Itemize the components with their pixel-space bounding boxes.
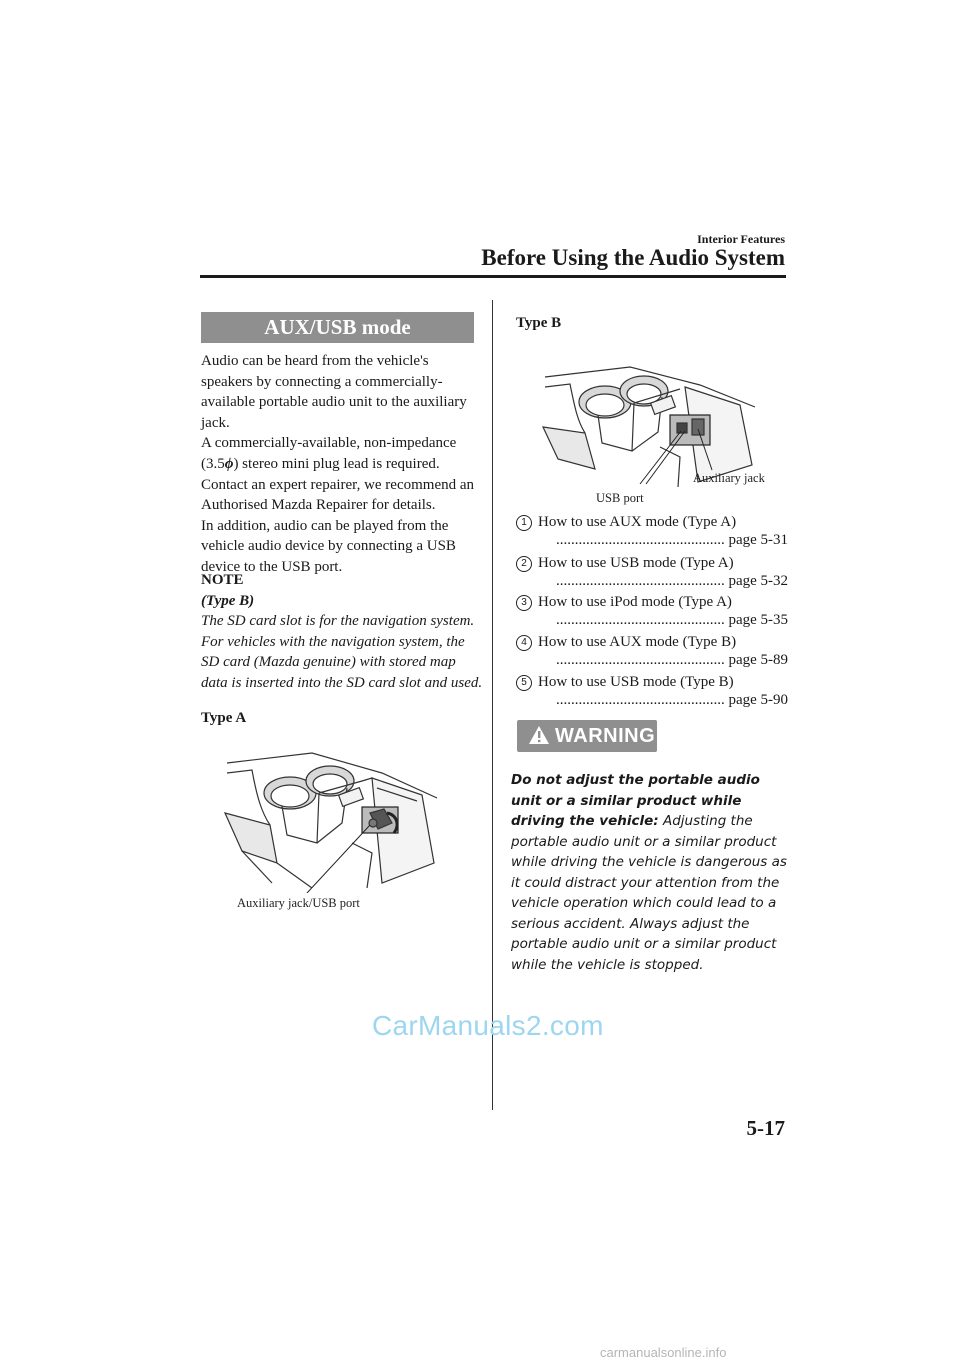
toc-item-aux-b[interactable] (516, 634, 788, 669)
toc-page-ref: ............................................. page 5-31 (555, 532, 788, 548)
watermark-logo: CarManuals2.com (372, 1010, 604, 1041)
footer-url: carmanualsonline.info (600, 1345, 727, 1360)
toc-item-ipod-a[interactable] (516, 594, 788, 629)
note-block (201, 570, 486, 694)
toc-page-ref: ............................................. page 5-32 (555, 573, 788, 589)
warning-heading: Do not adjust the portable audio unit or a similar product while driving the vehicle: (511, 772, 760, 829)
toc-number: 3 (516, 595, 532, 611)
intro-paragraph-1: Audio can be heard from the vehicle's speakers by connecting a commercially-available portable audio unit to the auxiliary jack. (201, 353, 467, 431)
toc-title: How to use iPod mode (Type A) (538, 594, 732, 610)
type-b-caption-aux: Auxiliary jack (693, 471, 765, 485)
console-illustration-a (222, 743, 442, 893)
toc-page-ref: ............................................. page 5-90 (555, 692, 788, 708)
toc-title: How to use USB mode (Type A) (538, 555, 734, 571)
toc-page-ref: ............................................. page 5-35 (555, 612, 788, 628)
toc-page-ref: ............................................. page 5-89 (555, 652, 788, 668)
warning-label: WARNING (555, 725, 656, 747)
column-divider (492, 300, 493, 1110)
note-text: The SD card slot is for the navigation system. For vehicles with the navigation system, the SD card (Mazda genuine) with stored map data is inserted into the SD card slot and used. (201, 613, 483, 691)
toc-item-usb-b[interactable] (516, 674, 788, 709)
console-illustration-b (540, 347, 760, 487)
type-b-label: Type B (516, 315, 562, 331)
type-b-illustration (540, 347, 760, 487)
section-title: Interior Features (697, 232, 785, 246)
page-number: 5-17 (746, 1116, 785, 1140)
section-banner: AUX/USB mode (201, 312, 474, 343)
intro-text (201, 351, 481, 578)
toc-number: 1 (516, 515, 532, 531)
note-label: NOTE (201, 572, 244, 588)
type-b-caption-usb: USB port (596, 491, 644, 505)
toc-title: How to use USB mode (Type B) (538, 674, 734, 690)
header-rule (200, 275, 786, 278)
phi-symbol: ϕ (224, 455, 234, 472)
note-subtitle: (Type B) (201, 592, 255, 609)
toc-item-aux-a[interactable] (516, 514, 788, 549)
toc-title: How to use AUX mode (Type A) (538, 514, 737, 530)
toc-number: 2 (516, 556, 532, 572)
warning-icon (528, 725, 550, 745)
warning-body: Adjusting the portable audio unit or a similar product while driving the vehicle is dangerous as it could distract your attention from the vehicle operation which could lead to a serious accident. Always adjust the portable audio unit or a similar product while the vehicle is stopped. (511, 813, 787, 973)
toc-number: 4 (516, 635, 532, 651)
intro-paragraph-3: Contact an expert repairer, we recommend an Authorised Mazda Repairer for details. (201, 476, 475, 514)
toc-item-usb-a[interactable] (516, 555, 788, 590)
toc-number: 5 (516, 675, 532, 691)
toc-title: How to use AUX mode (Type B) (538, 634, 737, 650)
warning-text (511, 770, 791, 975)
type-a-caption: Auxiliary jack/USB port (237, 896, 360, 910)
type-a-illustration (222, 743, 442, 893)
type-a-label: Type A (201, 710, 247, 726)
warning-banner (517, 720, 657, 752)
intro-paragraph-2: A commercially-available, non-impedance (3.5ϕ) stereo mini plug lead is required. (201, 435, 457, 472)
page-title: Before Using the Audio System (481, 245, 785, 270)
intro-paragraph-4: In addition, audio can be played from the vehicle audio device by connecting a USB device to the USB port. (201, 517, 456, 575)
